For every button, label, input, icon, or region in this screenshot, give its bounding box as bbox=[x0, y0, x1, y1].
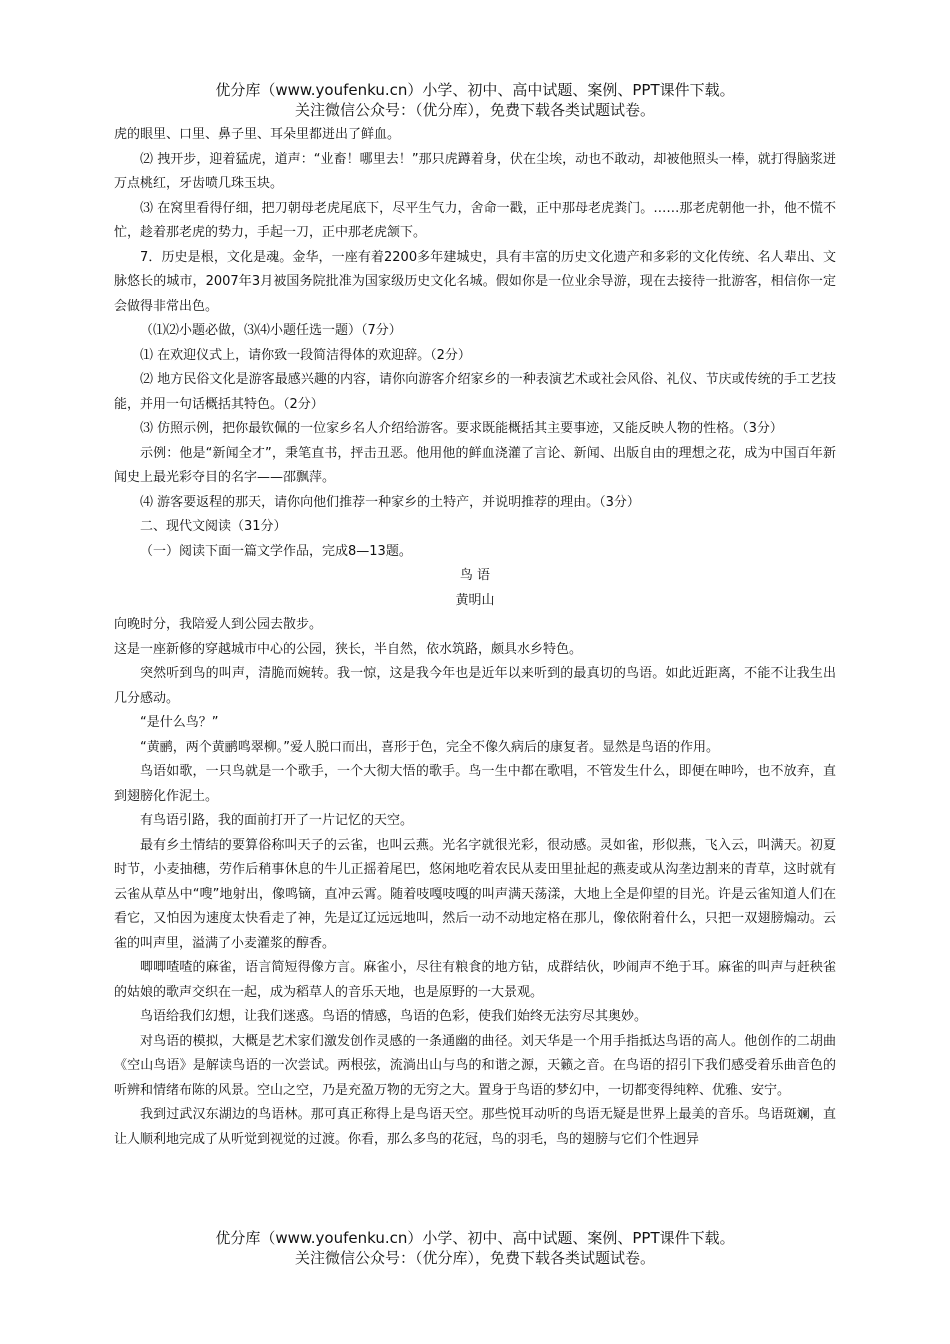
paragraph: 二、现代文阅读（31分） bbox=[140, 519, 287, 534]
paragraph: ⑷ 游客要返程的那天，请你向他们推荐一种家乡的土特产，并说明推荐的理由。（3分） bbox=[140, 494, 640, 510]
paragraph: ⑴ 在欢迎仪式上，请你致一段简洁得体的欢迎辞。（2分） bbox=[140, 347, 471, 363]
paragraph: 我到过武汉东湖边的鸟语林。那可真正称得上是鸟语天空。那些悦耳动听的鸟语无疑是世界上最美的音乐。鸟语斑斓，直让人顺利地完成了从听觉到视觉的过渡。你看，那么多鸟的花冠，鸟的羽毛，鸟的翅膀与它们个性迥异 bbox=[114, 1107, 836, 1147]
header-line-1: 优分库（www.youfenku.cn）小学、初中、高中试题、案例、PPT课件下载。 bbox=[215, 81, 735, 99]
header-line-2: 关注微信公众号：（优分库），免费下载各类试题试卷。 bbox=[294, 101, 655, 119]
paragraph: 鸟语给我们幻想，让我们迷惑。鸟语的情感，鸟语的色彩，使我们始终无法穷尽其奥妙。 bbox=[140, 1009, 648, 1024]
paragraph: 鸟语如歌，一只鸟就是一个歌手，一个大彻大悟的歌手。鸟一生中都在歌唱，不管发生什么，即便在呻吟，也不放弃，直到翅膀化作泥土。 bbox=[114, 764, 836, 804]
paragraph: ⑶ 仿照示例，把你最钦佩的一位家乡名人介绍给游客。要求既能概括其主要事迹，又能反映人物的性格。（3分） bbox=[140, 421, 783, 436]
paragraph: 7．历史是根，文化是魂。金华，一座有着2200多年建城史，具有丰富的历史文化遗产和多彩的文化传统、名人辈出、文脉悠长的城市，2007年3月被国务院批准为国家级历史文化名城。假如你是一位业余导游，现在去接待一批游客，相信你一定会做得非常出色。 bbox=[114, 249, 836, 314]
document-body bbox=[114, 123, 836, 1152]
paragraph: 最有乡土情结的要算俗称叫天子的云雀，也叫云燕。光名字就很光彩，很动感。灵如雀，形似燕，飞入云，叫满天。初夏时节，小麦抽穗，劳作后稍事休息的牛儿正摇着尾巴，悠闲地吃着农民从麦田里扯起的燕麦或从沟垄边割来的青草，这时就有云雀从草丛中“嗖”地射出，像鸣镝，直冲云霄。随着吱嘎吱嘎的叫声满天荡漾，大地上全是仰望的目光。许是云雀知道人们在看它，又怕因为速度太快看走了神，先是辽辽远远地叫，然后一动不动地定格在那儿，像依附着什么，只把一双翅膀煽动。云雀的叫声里，溢满了小麦灌浆的醇香。 bbox=[114, 837, 836, 951]
paragraph: 对鸟语的模拟，大概是艺术家们激发创作灵感的一条通幽的曲径。刘天华是一个用手指抵达鸟语的高人。他创作的二胡曲《空山鸟语》是解读鸟语的一次尝试。两根弦，流淌出山与鸟的和谐之源，天籁之音。在鸟语的招引下我们感受着乐曲音色的听辨和情绪布陈的风景。空山之空，乃是充盈万物的无穷之大。置身于鸟语的梦幻中，一切都变得纯粹、优雅、安宁。 bbox=[114, 1033, 836, 1098]
paragraph: ⑵ 拽开步，迎着猛虎，道声：“业畜！哪里去！”那只虎蹲着身，伏在尘埃，动也不敢动，却被他照头一棒，就打得脑浆迸万点桃红，牙齿喷几珠玉块。 bbox=[114, 151, 836, 191]
paragraph: 向晚时分，我陪爱人到公园去散步。 bbox=[114, 617, 323, 632]
section-heading: 鸟 语 bbox=[459, 568, 491, 583]
paragraph: ⑵ 地方民俗文化是游客最感兴趣的内容，请你向游客介绍家乡的一种表演艺术或社会风俗、礼仪、节庆或传统的手工艺技能，并用一句话概括其特色。（2分） bbox=[114, 372, 836, 412]
paragraph: 虎的眼里、口里、鼻子里、耳朵里都迸出了鲜血。 bbox=[114, 127, 401, 142]
footer-line-1: 优分库（www.youfenku.cn）小学、初中、高中试题、案例、PPT课件下载。 bbox=[215, 1229, 735, 1247]
paragraph: 突然听到鸟的叫声，清脆而婉转。我一惊，这是我今年也是近年以来听到的最真切的鸟语。如此近距离，不能不让我生出几分感动。 bbox=[114, 666, 836, 706]
paragraph: ⑶ 在窝里看得仔细，把刀朝母老虎尾底下，尽平生气力，舍命一戳，正中那母老虎粪门。……那老虎朝他一扑，他不慌不忙，趁着那老虎的势力，手起一刀，正中那老虎颔下。 bbox=[114, 200, 836, 240]
paragraph: （一）阅读下面一篇文学作品，完成8—13题。 bbox=[140, 543, 412, 559]
paragraph: 唧唧喳喳的麻雀，语言简短得像方言。麻雀小，尽往有粮食的地方钻，成群结伙，吵闹声不绝于耳。麻雀的叫声与赶秧雀的姑娘的歌声交织在一起，成为稻草人的音乐天地，也是原野的一大景观。 bbox=[114, 960, 836, 1000]
paragraph: 有鸟语引路，我的面前打开了一片记忆的天空。 bbox=[140, 813, 414, 828]
section-heading: 黄明山 bbox=[455, 592, 495, 608]
paragraph: “黄鹂，两个黄鹂鸣翠柳。”爱人脱口而出，喜形于色，完全不像久病后的康复者。显然是鸟语的作用。 bbox=[140, 739, 719, 755]
paragraph: （⑴⑵小题必做，⑶⑷小题任选一题）（7分） bbox=[140, 323, 402, 338]
footer-line-2: 关注微信公众号：（优分库），免费下载各类试题试卷。 bbox=[294, 1249, 655, 1267]
paragraph: 这是一座新修的穿越城市中心的公园，狭长，半自然，依水筑路，颇具水乡特色。 bbox=[114, 641, 583, 657]
paragraph: 示例：他是“新闻全才”，秉笔直书，抨击丑恶。他用他的鲜血浇灌了言论、新闻、出版自由的理想之花，成为中国百年新闻史上最光彩夺目的名字——邵飘萍。 bbox=[114, 445, 836, 485]
paragraph: “是什么鸟？” bbox=[140, 715, 219, 730]
page-footer bbox=[0, 1228, 950, 1268]
page-header bbox=[0, 80, 950, 120]
